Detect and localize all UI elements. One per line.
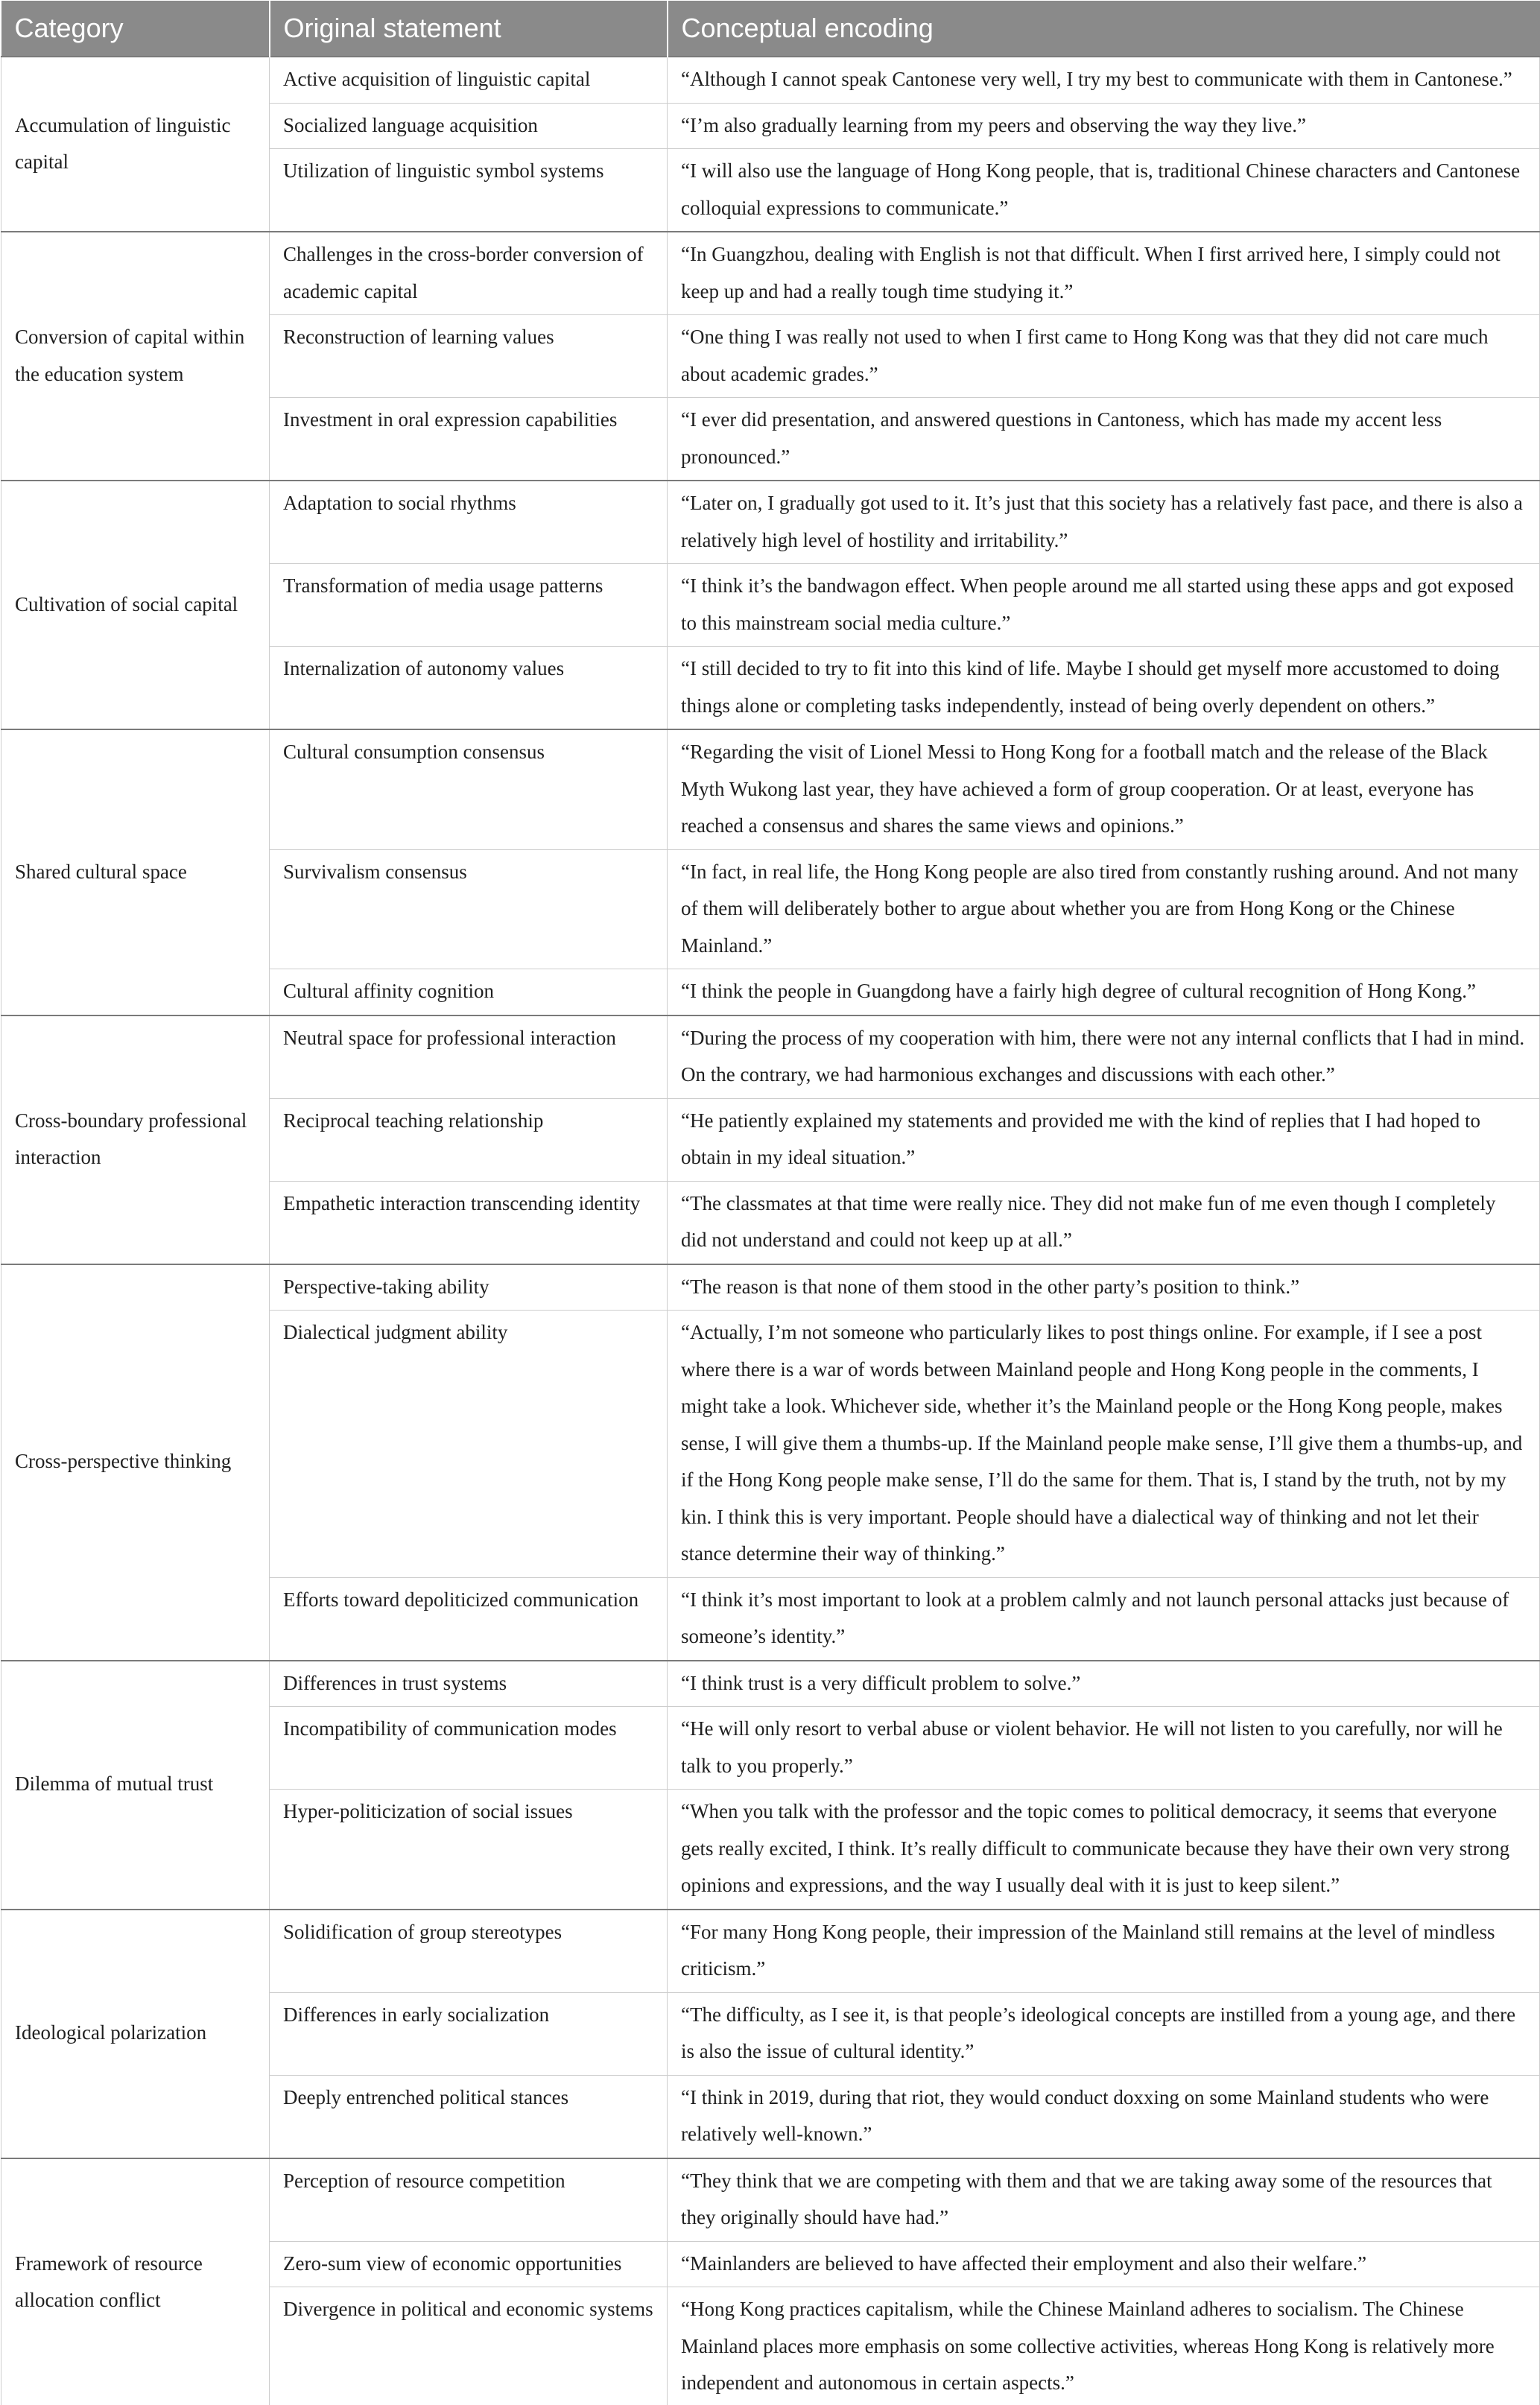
coding-table xyxy=(1,1,1540,2405)
conceptual-encoding-cell: “I think in 2019, during that riot, they would conduct doxxing on some Mainland students who were relatively well-known.” xyxy=(668,2075,1540,2158)
category-cell: Ideological polarization xyxy=(1,1910,270,2158)
original-statement-cell: Investment in oral expression capabilities xyxy=(270,398,668,481)
conceptual-encoding-cell: “Mainlanders are believed to have affected their employment and also their welfare.” xyxy=(668,2241,1540,2287)
conceptual-encoding-cell: “In fact, in real life, the Hong Kong people are also tired from constantly rushing around. And not many of them will deliberately bother to argue about whether you are from Hong Kong or the Chinese Mainland.” xyxy=(668,849,1540,969)
conceptual-encoding-cell: “Hong Kong practices capitalism, while the Chinese Mainland adheres to socialism. The Chinese Mainland places more emphasis on some collective activities, whereas Hong Kong is relatively more independent and autonomous in certain aspects.” xyxy=(668,2287,1540,2405)
conceptual-encoding-cell: “He patiently explained my statements and provided me with the kind of replies that I had hoped to obtain in my ideal situation.” xyxy=(668,1098,1540,1181)
conceptual-encoding-cell: “I’m also gradually learning from my peers and observing the way they live.” xyxy=(668,103,1540,149)
conceptual-encoding-cell: “Later on, I gradually got used to it. It’s just that this society has a relatively fast pace, and there is also a relatively high level of hostility and irritability.” xyxy=(668,481,1540,564)
conceptual-encoding-cell: “I ever did presentation, and answered questions in Cantoness, which has made my accent less pronounced.” xyxy=(668,398,1540,481)
original-statement-cell: Internalization of autonomy values xyxy=(270,647,668,730)
category-cell: Cultivation of social capital xyxy=(1,481,270,729)
conceptual-encoding-cell: “The difficulty, as I see it, is that people’s ideological concepts are instilled from a young age, and there is also the issue of cultural identity.” xyxy=(668,1992,1540,2075)
table-row xyxy=(1,232,1540,315)
original-statement-cell: Adaptation to social rhythms xyxy=(270,481,668,564)
conceptual-encoding-cell: “The reason is that none of them stood in the other party’s position to think.” xyxy=(668,1264,1540,1311)
original-statement-cell: Perception of resource competition xyxy=(270,2158,668,2242)
original-statement-cell: Neutral space for professional interaction xyxy=(270,1015,668,1099)
conceptual-encoding-cell: “For many Hong Kong people, their impression of the Mainland still remains at the level of mindless criticism.” xyxy=(668,1910,1540,1993)
original-statement-cell: Divergence in political and economic systems xyxy=(270,2287,668,2405)
original-statement-cell: Perspective-taking ability xyxy=(270,1264,668,1311)
original-statement-cell: Empathetic interaction transcending identity xyxy=(270,1181,668,1264)
original-statement-cell: Solidification of group stereotypes xyxy=(270,1910,668,1993)
conceptual-encoding-cell: “They think that we are competing with them and that we are taking away some of the resources that they originally should have had.” xyxy=(668,2158,1540,2242)
original-statement-cell: Reciprocal teaching relationship xyxy=(270,1098,668,1181)
conceptual-encoding-cell: “The classmates at that time were really nice. They did not make fun of me even though I completely did not understand and could not keep up at all.” xyxy=(668,1181,1540,1264)
conceptual-encoding-cell: “One thing I was really not used to when I first came to Hong Kong was that they did not care much about academic grades.” xyxy=(668,315,1540,398)
table-body xyxy=(1,57,1540,2405)
category-cell: Framework of resource allocation conflict xyxy=(1,2158,270,2405)
original-statement-cell: Differences in early socialization xyxy=(270,1992,668,2075)
conceptual-encoding-cell: “Although I cannot speak Cantonese very well, I try my best to communicate with them in Cantonese.” xyxy=(668,57,1540,103)
original-statement-cell: Utilization of linguistic symbol systems xyxy=(270,149,668,232)
original-statement-cell: Challenges in the cross-border conversion of academic capital xyxy=(270,232,668,315)
header-conceptual-encoding: Conceptual encoding xyxy=(668,1,1540,57)
table-row xyxy=(1,481,1540,564)
table-row xyxy=(1,729,1540,849)
original-statement-cell: Deeply entrenched political stances xyxy=(270,2075,668,2158)
table-header xyxy=(1,1,1540,57)
table-row xyxy=(1,1661,1540,1707)
conceptual-encoding-cell: “Regarding the visit of Lionel Messi to Hong Kong for a football match and the release of the Black Myth Wukong last year, they have achieved a form of group cooperation. Or at least, everyone has reached a consensus and shares the same views and opinions.” xyxy=(668,729,1540,849)
original-statement-cell: Transformation of media usage patterns xyxy=(270,564,668,647)
original-statement-cell: Cultural affinity cognition xyxy=(270,969,668,1015)
table-row xyxy=(1,1015,1540,1099)
table-row xyxy=(1,1264,1540,1311)
category-cell: Cross-boundary professional interaction xyxy=(1,1015,270,1264)
category-cell: Shared cultural space xyxy=(1,729,270,1015)
category-cell: Conversion of capital within the education system xyxy=(1,232,270,481)
original-statement-cell: Hyper-politicization of social issues xyxy=(270,1790,668,1910)
conceptual-encoding-cell: “During the process of my cooperation with him, there were not any internal conflicts that I had in mind. On the contrary, we had harmonious exchanges and discussions with each other.” xyxy=(668,1015,1540,1099)
category-cell: Dilemma of mutual trust xyxy=(1,1661,270,1910)
conceptual-encoding-cell: “Actually, I’m not someone who particularly likes to post things online. For example, if I see a post where there is a war of words between Mainland people and Hong Kong people in the comments, I might take a look. Whichever side, whether it’s the Mainland people or the Hong Kong people, makes sense, I will give them a thumbs-up. If the Mainland people make sense, I’ll give them a thumbs-up, and if the Hong Kong people make sense, I’ll do the same for them. That is, I stand by the truth, not by my kin. I think this is very important. People should have a dialectical way of thinking and not let their stance determine their way of thinking.” xyxy=(668,1311,1540,1578)
conceptual-encoding-cell: “I think the people in Guangdong have a fairly high degree of cultural recognition of Hong Kong.” xyxy=(668,969,1540,1015)
original-statement-cell: Socialized language acquisition xyxy=(270,103,668,149)
original-statement-cell: Reconstruction of learning values xyxy=(270,315,668,398)
original-statement-cell: Efforts toward depoliticized communication xyxy=(270,1577,668,1661)
conceptual-encoding-cell: “In Guangzhou, dealing with English is not that difficult. When I first arrived here, I simply could not keep up and had a really tough time studying it.” xyxy=(668,232,1540,315)
original-statement-cell: Differences in trust systems xyxy=(270,1661,668,1707)
category-cell: Accumulation of linguistic capital xyxy=(1,57,270,232)
original-statement-cell: Active acquisition of linguistic capital xyxy=(270,57,668,103)
conceptual-encoding-cell: “I think it’s the bandwagon effect. When people around me all started using these apps and got exposed to this mainstream social media culture.” xyxy=(668,564,1540,647)
table-row xyxy=(1,2158,1540,2242)
conceptual-encoding-cell: “He will only resort to verbal abuse or violent behavior. He will not listen to you carefully, nor will he talk to you properly.” xyxy=(668,1707,1540,1790)
header-original-statement: Original statement xyxy=(270,1,668,57)
original-statement-cell: Zero-sum view of economic opportunities xyxy=(270,2241,668,2287)
conceptual-encoding-cell: “I still decided to try to fit into this kind of life. Maybe I should get myself more accustomed to doing things alone or completing tasks independently, instead of being overly dependent on others.” xyxy=(668,647,1540,730)
category-cell: Cross-perspective thinking xyxy=(1,1264,270,1661)
conceptual-encoding-cell: “When you talk with the professor and the topic comes to political democracy, it seems that everyone gets really excited, I think. It’s really difficult to communicate because they have their own very strong opinions and expressions, and the way I usually deal with it is just to keep silent.” xyxy=(668,1790,1540,1910)
original-statement-cell: Dialectical judgment ability xyxy=(270,1311,668,1578)
header-category: Category xyxy=(1,1,270,57)
table-row xyxy=(1,1910,1540,1993)
conceptual-encoding-cell: “I will also use the language of Hong Kong people, that is, traditional Chinese characters and Cantonese colloquial expressions to communicate.” xyxy=(668,149,1540,232)
header-row xyxy=(1,1,1540,57)
table-row xyxy=(1,57,1540,103)
original-statement-cell: Cultural consumption consensus xyxy=(270,729,668,849)
conceptual-encoding-cell: “I think it’s most important to look at a problem calmly and not launch personal attacks just because of someone’s identity.” xyxy=(668,1577,1540,1661)
original-statement-cell: Survivalism consensus xyxy=(270,849,668,969)
original-statement-cell: Incompatibility of communication modes xyxy=(270,1707,668,1790)
conceptual-encoding-cell: “I think trust is a very difficult problem to solve.” xyxy=(668,1661,1540,1707)
